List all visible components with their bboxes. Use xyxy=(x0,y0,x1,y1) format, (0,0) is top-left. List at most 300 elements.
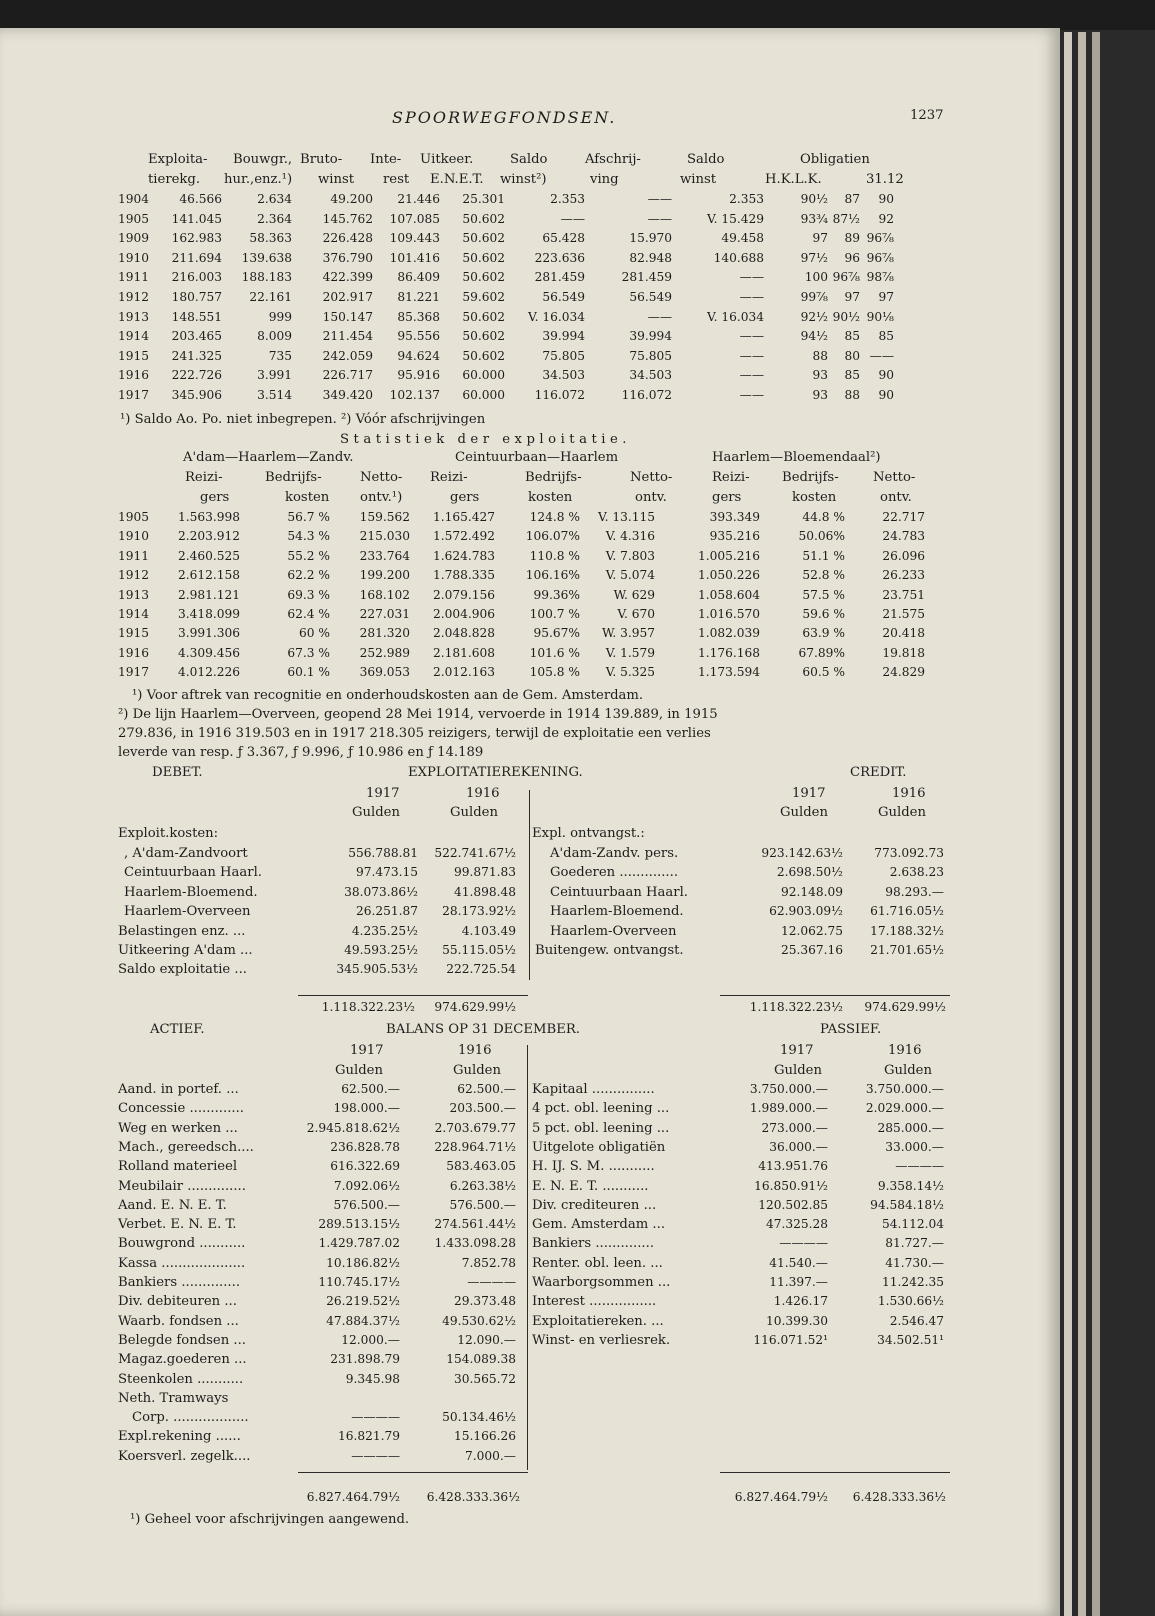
total-1916: 6.428.333.36½ xyxy=(852,1490,946,1504)
table1-cell: 49.458 xyxy=(721,231,764,246)
row-label: Steenkolen ........... xyxy=(118,1371,244,1387)
table2-cell: W. 629 xyxy=(613,587,655,602)
amount-1916: 7.852.78 xyxy=(461,1255,516,1270)
table1-cell: 109.443 xyxy=(389,231,440,246)
amount-1916: 12.090.— xyxy=(457,1332,516,1347)
amount-1917: 110.745.17½ xyxy=(318,1275,400,1289)
amount-1916: 41.730.— xyxy=(885,1255,944,1270)
sum-rule xyxy=(720,995,950,996)
table1-year: 1913 xyxy=(118,309,150,324)
table2-footnote: ¹) Voor aftrek van recognitie en onderhoudskosten aan de Gem. Amsterdam. xyxy=(132,688,644,703)
year-header: 1917 xyxy=(780,1043,814,1058)
table2-cell: 2.181.608 xyxy=(432,645,495,660)
table1-cell: —— xyxy=(739,368,764,383)
table1-cell: 145.762 xyxy=(322,211,373,226)
amount-1916: 7.000.— xyxy=(465,1448,516,1463)
table1-header: Bruto- xyxy=(300,152,343,167)
table2-header: ontv. xyxy=(635,490,667,505)
table2-cell: V. 5.074 xyxy=(605,568,655,583)
table2-cell: 26.096 xyxy=(882,548,925,563)
amount-1916: 41.898.48 xyxy=(453,884,516,899)
table2-cell: 935.216 xyxy=(709,529,760,544)
amount-1916: 11.242.35 xyxy=(881,1275,944,1289)
amount-1916: 203.500.— xyxy=(449,1101,516,1116)
currency-header: Gulden xyxy=(884,1063,932,1078)
amount-1916: 576.500.— xyxy=(449,1197,516,1212)
table2-header: Reizi- xyxy=(185,470,223,485)
table2-cell: 106.16% xyxy=(525,568,580,583)
table2-cell: 2.460.525 xyxy=(177,548,240,563)
table1-cell: 116.072 xyxy=(621,388,672,402)
table1-cell: 99⅞ xyxy=(800,290,828,304)
table1-cell: 8.009 xyxy=(257,329,292,344)
amount-1917: 2.698.50½ xyxy=(776,865,843,880)
table1-cell: —— xyxy=(739,388,764,402)
row-label: Exploitatiereken. ... xyxy=(532,1313,664,1329)
amount-1917: 273.000.— xyxy=(761,1120,828,1135)
amount-1917: 1.989.000.— xyxy=(749,1101,828,1116)
amount-1916: 34.502.51¹ xyxy=(877,1332,944,1347)
table2-cell: 1.005.216 xyxy=(697,548,760,563)
table1-cell: 2.364 xyxy=(257,211,292,226)
table1-cell: 39.994 xyxy=(629,329,672,344)
row-label: Meubilair .............. xyxy=(118,1178,246,1194)
row-label: Magaz.goederen ... xyxy=(118,1352,247,1368)
amount-1917: 413.951.76 xyxy=(758,1159,828,1174)
table1-cell: 98⅞ xyxy=(866,270,894,285)
table1-cell: V. 16.034 xyxy=(527,309,585,324)
table1-cell: 80 xyxy=(844,348,860,363)
table2-cell: 95.67% xyxy=(533,626,580,641)
row-label: Uitkeering A'dam ... xyxy=(118,943,253,958)
table1-cell: V. 15.429 xyxy=(706,211,764,226)
table2-cell: 1.624.783 xyxy=(432,548,495,563)
amount-1917: 7.092.06½ xyxy=(333,1178,400,1193)
table2-year: 1912 xyxy=(118,568,150,583)
amount-1917: 16.850.91½ xyxy=(754,1178,828,1193)
total-1916: 974.629.99½ xyxy=(434,1000,516,1014)
table1-header: winst xyxy=(318,172,355,187)
table2-cell: 4.309.456 xyxy=(177,645,240,660)
amount-1916: 54.112.04 xyxy=(881,1217,944,1232)
amount-1916: 3.750.000.— xyxy=(865,1082,944,1096)
table2-cell: V. 5.325 xyxy=(605,665,655,680)
table2-cell: 1.050.226 xyxy=(697,568,760,583)
amount-1916: 29.373.48 xyxy=(453,1294,516,1309)
table2-cell: 24.783 xyxy=(882,529,925,544)
table1-cell: 75.805 xyxy=(542,348,585,363)
amount-1917: 9.345.98 xyxy=(345,1371,400,1386)
table1-header: hur.,enz.¹) xyxy=(224,172,293,187)
balance-title: BALANS OP 31 DECEMBER. xyxy=(386,1022,580,1037)
table1-cell: 88 xyxy=(812,348,828,363)
row-label: Expl.rekening ...... xyxy=(118,1429,241,1445)
amount-1916: 1.530.66½ xyxy=(877,1294,944,1309)
table2-cell: 124.8 % xyxy=(529,510,580,524)
table2-cell: 281.320 xyxy=(359,626,410,641)
row-label: Renter. obl. leen. ... xyxy=(532,1255,663,1271)
row-label: E. N. E. T. ........... xyxy=(532,1178,649,1194)
table2-year: 1915 xyxy=(118,626,150,641)
currency-header: Gulden xyxy=(450,805,498,820)
running-title: SPOORWEGFONDSEN. xyxy=(392,108,617,127)
table2-year: 1911 xyxy=(118,548,150,563)
table1-cell: —— xyxy=(739,290,764,304)
amount-1916: ———— xyxy=(895,1159,944,1174)
table1-cell: 180.757 xyxy=(171,290,222,304)
table1-header: Saldo xyxy=(687,152,725,167)
column-divider xyxy=(527,1045,528,1470)
amount-1917: 556.788.81 xyxy=(348,846,418,860)
amount-1916: 222.725.54 xyxy=(446,962,516,977)
table1-cell: 92½ xyxy=(800,309,828,324)
table2-cell: 1.563.998 xyxy=(177,510,240,524)
table1-cell: 58.363 xyxy=(249,231,292,246)
table2-cell: 23.751 xyxy=(882,587,925,602)
table1-cell: 96⅞ xyxy=(866,250,894,265)
amount-1917: 1.426.17 xyxy=(773,1294,828,1309)
amount-1917: 41.540.— xyxy=(769,1255,828,1270)
table2-cell: 52.8 % xyxy=(802,568,845,583)
amount-1917: 38.073.86½ xyxy=(344,884,418,899)
table2-cell: 100.7 % xyxy=(529,607,580,621)
table1-cell: 50.602 xyxy=(462,211,505,226)
table1-cell: 226.717 xyxy=(322,368,373,383)
table2-cell: 1.016.570 xyxy=(697,607,760,621)
table1-cell: 139.638 xyxy=(241,250,292,265)
amount-1917: 923.142.63½ xyxy=(761,846,843,860)
table1-year: 1904 xyxy=(118,192,150,206)
table2-cell: 1.788.335 xyxy=(432,568,495,583)
row-label: Mach., gereedsch.... xyxy=(118,1139,254,1155)
table2-cell: 105.8 % xyxy=(529,665,580,680)
table2-cell: 67.3 % xyxy=(287,645,330,660)
page-edge xyxy=(1092,32,1100,1616)
table1-cell: 93 xyxy=(812,388,828,402)
year-header: 1917 xyxy=(366,786,400,801)
table1-cell: 75.805 xyxy=(629,348,672,363)
table2-cell: 159.562 xyxy=(359,510,410,524)
table1-cell: 141.045 xyxy=(171,211,222,226)
table1-cell: 21.446 xyxy=(397,192,440,206)
table1-cell: 87½ xyxy=(832,211,860,226)
table1-cell: 93 xyxy=(812,368,828,383)
amount-1916: 1.433.098.28 xyxy=(434,1236,516,1251)
table2-cell: V. 1.579 xyxy=(605,645,655,660)
amount-1916: 21.701.65½ xyxy=(870,943,944,957)
table2-cell: 60.1 % xyxy=(287,665,330,680)
amount-1916: 522.741.67½ xyxy=(434,846,516,860)
credit-label: CREDIT. xyxy=(850,765,907,780)
table2-cell: 57.5 % xyxy=(802,587,845,602)
row-label: Haarlem-Overveen xyxy=(550,923,677,939)
table2-cell: 63.9 % xyxy=(802,626,845,641)
row-label: 5 pct. obl. leening ... xyxy=(532,1120,670,1136)
table1-cell: 150.147 xyxy=(322,309,373,324)
table2-cell: 168.102 xyxy=(359,587,410,602)
page-edge xyxy=(1078,32,1086,1616)
table1-year: 1905 xyxy=(118,211,150,226)
table1-header: Exploita- xyxy=(148,152,208,167)
table1-cell: 216.003 xyxy=(171,270,222,285)
table1-cell: 241.325 xyxy=(171,348,222,363)
table1-cell: 96⅞ xyxy=(832,270,860,285)
table1-cell: 97 xyxy=(844,290,860,304)
amount-1916: 81.727.— xyxy=(885,1236,944,1251)
row-label: Goederen .............. xyxy=(550,865,679,881)
table1-cell: 97½ xyxy=(800,250,828,265)
amount-1917: 116.071.52¹ xyxy=(753,1332,828,1347)
row-label: Uitgelote obligatiën xyxy=(532,1139,666,1155)
row-label: Haarlem-Bloemend. xyxy=(124,884,258,900)
table1-cell: 59.602 xyxy=(462,290,505,304)
table1-cell: 222.726 xyxy=(171,368,222,383)
row-label: Waarb. fondsen ... xyxy=(118,1313,239,1329)
amount-1917: 62.903.09½ xyxy=(769,904,843,919)
table1-cell: 50.602 xyxy=(462,270,505,285)
table2-cell: 22.717 xyxy=(882,510,925,524)
row-label: A'dam-Zandv. pers. xyxy=(550,846,679,861)
amount-1917: 47.325.28 xyxy=(765,1217,828,1232)
total-1916: 974.629.99½ xyxy=(864,1000,946,1014)
table1-cell: 92 xyxy=(878,211,894,226)
row-label: Div. crediteuren ... xyxy=(532,1197,657,1213)
amount-1917: 16.821.79 xyxy=(337,1429,400,1444)
column-divider xyxy=(529,790,530,980)
table1-cell: 116.072 xyxy=(534,388,585,402)
table2-year: 1916 xyxy=(118,645,150,660)
row-label: Koersverl. zegelk.... xyxy=(118,1448,251,1464)
table1-cell: 188.183 xyxy=(241,270,292,285)
table2-cell: 227.031 xyxy=(359,607,410,621)
amount-1917: 10.399.30 xyxy=(765,1313,828,1328)
table1-cell: 88 xyxy=(844,388,860,402)
total-1917: 6.827.464.79½ xyxy=(734,1490,828,1504)
table1-cell: 90½ xyxy=(832,309,860,324)
table1-cell: 85.368 xyxy=(397,309,440,324)
table1-header: Obligatien xyxy=(800,152,870,167)
table2-year: 1905 xyxy=(118,510,150,524)
table1-cell: 50.602 xyxy=(462,348,505,363)
table1-cell: 3.514 xyxy=(257,388,292,402)
sum-rule xyxy=(298,1472,528,1473)
amount-1917: 62.500.— xyxy=(341,1082,400,1096)
table1-cell: 735 xyxy=(268,348,292,363)
table1-cell: 94.624 xyxy=(397,348,440,363)
amount-1917: 3.750.000.— xyxy=(749,1082,828,1096)
table2-cell: 369.053 xyxy=(359,665,410,680)
table2-cell: V. 7.803 xyxy=(605,548,655,563)
table2-cell: 2.012.163 xyxy=(432,665,495,680)
page-edge xyxy=(1064,32,1072,1616)
year-header: 1916 xyxy=(466,786,500,801)
table2-year: 1910 xyxy=(118,529,150,544)
amount-1917: 49.593.25½ xyxy=(344,943,418,957)
actief-label: ACTIEF. xyxy=(150,1022,205,1037)
table1-cell: 148.551 xyxy=(171,309,222,324)
row-label: Gem. Amsterdam ... xyxy=(532,1217,666,1233)
row-label: Buitengew. ontvangst. xyxy=(535,943,684,958)
table1-cell: 90 xyxy=(878,368,894,383)
table2-cell: 55.2 % xyxy=(287,548,330,563)
table1-cell: 49.200 xyxy=(330,192,373,206)
amount-1917: 616.322.69 xyxy=(330,1159,400,1174)
total-1917: 6.827.464.79½ xyxy=(306,1490,400,1504)
amount-1916: 2.703.679.77 xyxy=(434,1120,516,1135)
amount-1916: 274.561.44½ xyxy=(434,1217,516,1232)
table2-cell: 62.4 % xyxy=(287,607,330,621)
amount-1917: 97.473.15 xyxy=(355,865,418,880)
table1-cell: 349.420 xyxy=(322,388,373,402)
currency-header: Gulden xyxy=(878,805,926,820)
table2-header: ontv.¹) xyxy=(360,490,403,505)
table1-cell: 39.994 xyxy=(542,329,585,344)
row-label: 4 pct. obl. leening ... xyxy=(532,1101,670,1117)
table1-cell: 90⅛ xyxy=(866,309,894,324)
table1-cell: 97 xyxy=(812,231,828,246)
row-label: Concessie ............. xyxy=(118,1101,244,1117)
table1-cell: 376.790 xyxy=(322,250,373,265)
currency-header: Gulden xyxy=(335,1063,383,1078)
amount-1916: ———— xyxy=(467,1275,516,1289)
table2-cell: 252.989 xyxy=(359,645,410,660)
table1-cell: 90½ xyxy=(800,192,828,206)
row-label: Bankiers .............. xyxy=(532,1236,655,1252)
table2-header: Reizi- xyxy=(430,470,468,485)
table2-cell: 1.058.604 xyxy=(697,587,760,602)
table1-cell: 56.549 xyxy=(629,290,672,304)
table1-header: winst xyxy=(680,172,717,187)
table2-header: Reizi- xyxy=(712,470,750,485)
table1-cell: 89 xyxy=(844,231,860,246)
table1-cell: 140.688 xyxy=(713,250,764,265)
row-label: Div. debiteuren ... xyxy=(118,1294,237,1310)
table2-cell: 20.418 xyxy=(882,626,925,641)
table1-cell: 203.465 xyxy=(171,329,222,344)
table1-footnote: ¹) Saldo Ao. Po. niet inbegrepen. ²) Vóór afschrijvingen xyxy=(120,412,486,427)
table1-cell: 95.916 xyxy=(397,368,440,383)
row-label: Winst- en verliesrek. xyxy=(532,1332,671,1348)
table1-header: ving xyxy=(590,172,619,187)
table2-cell: 26.233 xyxy=(882,568,925,583)
table2-header: gers xyxy=(712,490,742,505)
table1-cell: 242.059 xyxy=(322,348,373,363)
sum-rule xyxy=(298,995,528,996)
currency-header: Gulden xyxy=(774,1063,822,1078)
amount-1917: 92.148.09 xyxy=(780,884,843,899)
route-header: A'dam—Haarlem—Zandv. xyxy=(183,450,354,465)
amount-1916: 62.500.— xyxy=(457,1082,516,1096)
amount-1917: 289.513.15½ xyxy=(318,1217,400,1232)
table1-cell: 2.353 xyxy=(729,192,764,206)
table1-cell: 2.353 xyxy=(550,192,585,206)
row-label: Ceintuurbaan Haarl. xyxy=(124,865,262,881)
table2-cell: 24.829 xyxy=(882,665,925,680)
table2-header: gers xyxy=(450,490,480,505)
table2-cell: 2.079.156 xyxy=(432,587,495,602)
row-label: Haarlem-Overveen xyxy=(124,904,251,920)
row-label: Bankiers .............. xyxy=(118,1275,241,1290)
amount-1916: 2.029.000.— xyxy=(865,1101,944,1116)
total-1916: 6.428.333.36½ xyxy=(426,1490,520,1504)
amount-1917: 236.828.78 xyxy=(330,1139,400,1154)
amount-1916: 2.638.23 xyxy=(889,865,944,880)
table2-cell: V. 13.115 xyxy=(597,510,655,524)
table1-cell: 211.694 xyxy=(171,250,222,265)
table1-cell: —— xyxy=(739,348,764,363)
row-label: Belastingen enz. ... xyxy=(118,923,246,939)
table1-cell: 102.137 xyxy=(389,388,440,402)
amount-1917: 26.219.52½ xyxy=(326,1294,400,1309)
table2-header: kosten xyxy=(528,490,573,505)
table1-header: winst²) xyxy=(500,172,547,187)
table1-year: 1914 xyxy=(118,329,150,344)
currency-header: Gulden xyxy=(352,805,400,820)
amount-1916: 15.166.26 xyxy=(453,1429,516,1444)
table1-cell: 107.085 xyxy=(389,211,440,226)
table1-cell: —— xyxy=(739,329,764,344)
table1-cell: 162.983 xyxy=(171,231,222,246)
table1-cell: 90 xyxy=(878,192,894,206)
row-label: Saldo exploitatie ... xyxy=(118,962,247,978)
amount-1916: 30.565.72 xyxy=(453,1371,516,1386)
table1-cell: —— xyxy=(869,348,894,363)
table1-cell: 95.556 xyxy=(397,329,440,344)
table2-cell: 56.7 % xyxy=(287,510,330,524)
table2-cell: 2.048.828 xyxy=(432,626,495,641)
table2-cell: 54.3 % xyxy=(287,529,330,544)
amount-1916: 99.871.83 xyxy=(453,865,516,880)
year-header: 1916 xyxy=(888,1043,922,1058)
row-label: Corp. .................. xyxy=(132,1410,249,1426)
table2-cell: 99.36% xyxy=(533,587,580,602)
amount-1916: 49.530.62½ xyxy=(442,1313,516,1328)
table1-cell: 223.636 xyxy=(534,250,585,265)
table2-header: Bedrijfs- xyxy=(525,470,582,485)
row-label: Aand. in portef. ... xyxy=(118,1082,239,1097)
table1-cell: 81.221 xyxy=(397,290,440,304)
table1-header: tierekg. xyxy=(148,172,201,187)
table1-cell: 3.991 xyxy=(257,368,292,383)
amount-1917: 345.905.53½ xyxy=(336,962,418,977)
row-label: Kapitaal ............... xyxy=(532,1082,655,1097)
table1-cell: 22.161 xyxy=(249,290,292,304)
amount-1917: 4.235.25½ xyxy=(351,923,418,938)
amount-1916: 94.584.18½ xyxy=(870,1197,944,1212)
table2-footnote: 279.836, in 1916 319.503 en in 1917 218.305 reizigers, terwijl de exploitatie een verlies xyxy=(118,726,711,741)
table1-cell: 281.459 xyxy=(534,270,585,285)
table1-cell: 25.301 xyxy=(462,192,505,206)
debet-label: DEBET. xyxy=(152,765,203,780)
row-label: Interest ................ xyxy=(532,1294,657,1310)
table1-cell: 65.428 xyxy=(542,231,585,246)
table1-header: Inte- xyxy=(370,152,402,167)
table2-header: gers xyxy=(200,490,230,505)
table2-cell: 50.06% xyxy=(798,529,845,544)
amount-1916: 61.716.05½ xyxy=(870,904,944,919)
amount-1916: 6.263.38½ xyxy=(449,1178,516,1193)
table1-header: E.N.E.T. xyxy=(430,172,484,187)
table1-header: H.K.L.K. xyxy=(765,172,822,187)
amount-1916: 50.134.46½ xyxy=(442,1410,516,1425)
amount-1917: ———— xyxy=(351,1410,400,1425)
table2-cell: 199.200 xyxy=(359,568,410,583)
row-label: Expl. ontvangst.: xyxy=(532,826,645,841)
table1-header: Afschrij- xyxy=(585,152,641,167)
year-header: 1917 xyxy=(350,1043,384,1058)
table2-cell: 51.1 % xyxy=(802,548,845,563)
amount-1917: 1.429.787.02 xyxy=(318,1236,400,1251)
